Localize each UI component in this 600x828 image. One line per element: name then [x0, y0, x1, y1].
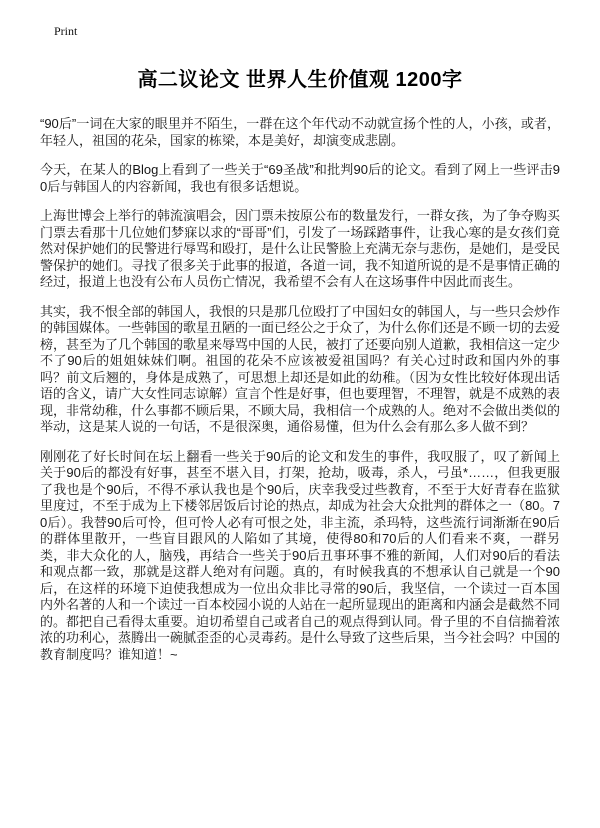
page-title: 高二议论文 世界人生价值观 1200字	[137, 69, 463, 91]
print-button[interactable]: Print	[54, 24, 78, 38]
paragraph-3: 上海世博会上举行的韩流演唱会，因门票未按原公布的数量发行，一群女孩，为了争夺购买门票去看那十几位她们梦寐以求的“哥哥”们，引发了一场踩踏事件，让我心寒的是女孩们竟然对保护她们的民警进行辱骂和殴打，是什么让民警脸上充满无奈与悲伤，是她们，是受民警保护的她们。寻找了很多关于此事的报道，各道一词，我不知道所说的是不是事情正确的经过，报道上也没有公布人员伤亡情况，我希望不会有人在这场事件中因此而丧生。	[40, 208, 561, 289]
paragraph-4: 其实，我不恨全部的韩国人，我恨的只是那几位殴打了中国妇女的韩国人，与一些只会炒作的韩国媒体。一些韩国的歌星丑陋的一面已经公之于众了，为什么你们还是不顾一切的去爱榜，甚至为了几个韩国的歌星来辱骂中国的人民，被打了还要向别人道歉，我相信这一定少不了90后的姐姐妹妹们啊。祖国的花朵不应该被爱祖国吗？有关心过时政和国内外的事吗？前文后翘的，身体是成熟了，可思想上却还是如此的幼稚。（因为女性比较好体现出话语的含义，请广大女性同志谅解）宣言个性是好事，但也要理智，不理智，就是不成熟的表现，非常幼稚，什么事都不顾后果，不顾大局，我相信一个成熟的人。绝对不会做出类似的举动，这是某人说的一句话，不是很深奥，通俗易懂，但为什么会有那么多人做不到？	[40, 303, 561, 434]
paragraph-2: 今天，在某人的Blog上看到了一些关于“69圣战”和批判90后的论文。看到了网上一些评击90后与韩国人的内容新闻，我也有很多话想说。	[40, 162, 560, 194]
paragraph-1: “90后”一词在大家的眼里并不陌生，一群在这个年代动不动就宣扬个性的人，小孩，或者，年轻人，祖国的花朵，国家的栋梁，本是美好，却演变成悲剧。	[40, 116, 560, 148]
paragraph-5: 刚刚花了好长时间在坛上翻看一些关于90后的论文和发生的事件，我叹服了，叹了新闻上关于90后的都没有好事，甚至不堪入目，打架，抢劫，吸毒，杀人，弓虽*……，但我更服了我也是个90后，不得不承认我也是个90后，庆幸我受过些教育，不至于大好青春在监狱里度过，不至于成为上下楼邻居饭后讨论的热点，却成为社会大众批判的群体之一（80。70后）。我替90后可怜，但可怜人必有可恨之处，非主流，杀玛特，这些流行词渐渐在90后的群体里散开，一些盲目跟风的人陷如了其境，使得80和70后的人们看来不爽，一群另类，非大众化的人，脑残，再结合一些关于90后丑事环事不雅的新闻，人们对90后的看法和观点都一致，那就是这群人绝对有问题。真的，有时候我真的不想承认自己就是一个90后，在这样的环境下迫使我想成为一位出众非比寻常的90后，我坚信，一个读过一百本国内外名著的人和一个读过一百本校园小说的人站在一起所显现出的距离和内涵会是截然不同的。都把自己看得太重要。迫切希望自己或者自己的观点得到认同。骨子里的不自信揣着浓浓的功利心，蒸腾出一碗腻歪歪的心灵毒药。是什么导致了这些后果，当今社会吗？中国的教育制度吗？谁知道！~	[40, 448, 561, 662]
